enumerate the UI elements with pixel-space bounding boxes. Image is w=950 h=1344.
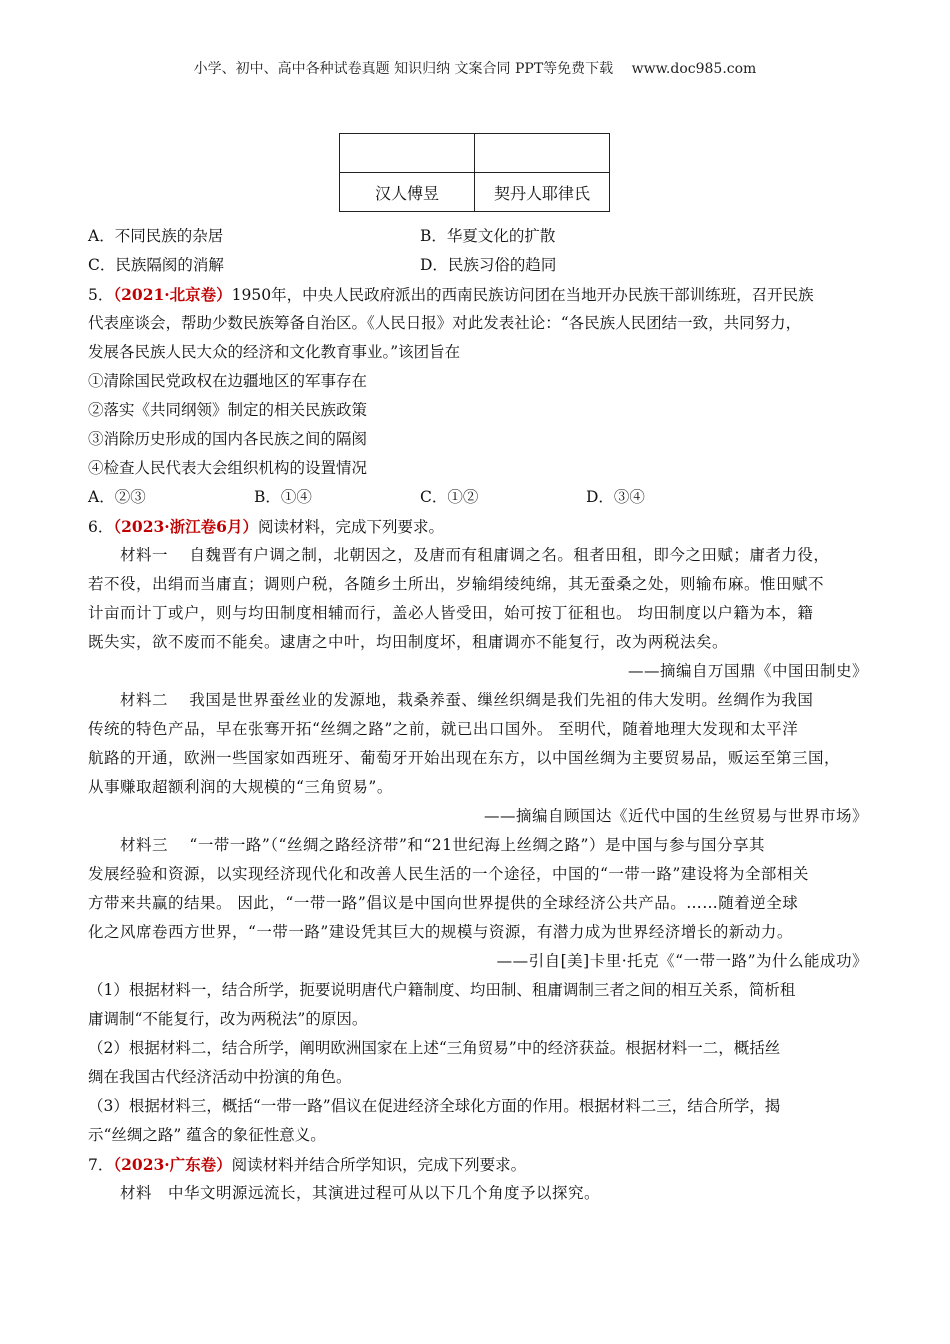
q5-stem-line-2: 代表座谈会，帮助少数民族筹备自治区。《人民日报》对此发表社论：“各民族人民团结一致，共同努力，	[88, 314, 802, 332]
material-line: 材料三 “一带一路”（“丝绸之路经济带”和“21世纪海上丝绸之路”）是中国与参与国分享其	[120, 836, 765, 854]
table-cell: 汉人傅昱	[340, 173, 475, 212]
material-line: 化之风席卷西方世界，“一带一路”建设凭其巨大的规模与资源，有潜力成为世界经济增长的新动力。	[88, 923, 793, 941]
table-cell-empty	[475, 134, 610, 173]
question-number: 6．	[88, 518, 114, 536]
option-b: B．①④	[254, 488, 312, 506]
source-tag: （2021·北京卷）	[113, 285, 232, 304]
material-line: 从事赚取超额利润的大规模的“三角贸易”。	[88, 778, 393, 796]
q5-item-1: ①清除国民党政权在边疆地区的军事存在	[88, 372, 368, 390]
question-number: 7．	[88, 1156, 114, 1174]
q5-stem-line-3: 发展各民族人民大众的经济和文化教育事业。”该团旨在	[88, 343, 461, 361]
q6-intro: 阅读材料，完成下列要求。	[257, 518, 444, 536]
q7-intro: 阅读材料并结合所学知识，完成下列要求。	[231, 1156, 527, 1174]
material-line: 传统的特色产品，早在张骞开拓“丝绸之路”之前，就已出口国外。 至明代，随着地理大发现和太平洋	[88, 720, 799, 738]
sub-question: （2）根据材料二，结合所学，阐明欧洲国家在上述“三角贸易”中的经济获益。根据材料一二，概括丝	[88, 1039, 781, 1057]
q5-item-2: ②落实《共同纲领》制定的相关民族政策	[88, 401, 368, 419]
q7-stem	[88, 1150, 868, 1179]
material-line: 材料二 我国是世界蚕丝业的发源地，栽桑养蚕、缫丝织绸是我们先祖的伟大发明。丝绸作为我国	[120, 691, 814, 709]
sub-question: （3）根据材料三，概括“一带一路”倡议在促进经济全球化方面的作用。根据材料二三，结合所学，揭	[88, 1097, 781, 1115]
question-body	[88, 222, 868, 1208]
sub-question: 示“丝绸之路” 蕴含的象征性意义。	[88, 1126, 326, 1144]
option-c: C．①②	[420, 488, 479, 506]
source-tag: （2023·浙江卷6月）	[113, 517, 258, 536]
material-source: ——摘编自万国鼎《中国田制史》	[627, 662, 868, 680]
material-line: 方带来共赢的结果。 因此，“一带一路”倡议是中国向世界提供的全球经济公共产品。……随着逆全球	[88, 894, 799, 912]
material-source: ——引自[美]卡里·托克《“一带一路”为什么能成功》	[496, 952, 868, 970]
option-a: A．不同民族的杂居	[88, 227, 224, 245]
option-d: D．民族习俗的趋同	[420, 256, 557, 274]
sub-question: 庸调制“不能复行，改为两税法”的原因。	[88, 1010, 368, 1028]
sub-question: 绸在我国古代经济活动中扮演的角色。	[88, 1068, 352, 1086]
sub-question: （1）根据材料一，结合所学，扼要说明唐代户籍制度、均田制、租庸调制三者之间的相互关系，简析租	[88, 981, 796, 999]
option-d: D．③④	[586, 488, 645, 506]
material-line: 计亩而计丁或户，则与均田制度相辅而行，盖必人皆受田，始可按丁征租也。 均田制度以户籍为本，籍	[88, 604, 814, 622]
material-line: 发展经验和资源，以实现经济现代化和改善人民生活的一个途径，中国的“一带一路”建设将为全部相关	[88, 865, 809, 883]
option-b: B．华夏文化的扩散	[420, 227, 556, 245]
image-table	[339, 133, 610, 212]
q5-item-3: ③消除历史形成的国内各民族之间的隔阂	[88, 430, 368, 448]
material-line: 材料 中华文明源远流长，其演进过程可从以下几个角度予以探究。	[120, 1184, 601, 1202]
option-a: A．②③	[88, 488, 146, 506]
material-line: 既失实，欲不废而不能矣。逮唐之中叶，均田制度坏，租庸调亦不能复行，改为两税法矣。	[88, 633, 729, 651]
source-tag: （2023·广东卷）	[113, 1155, 232, 1174]
material-line: 航路的开通，欧洲一些国家如西班牙、葡萄牙开始出现在东方，以中国丝绸为主要贸易品，贩运至第三国，	[88, 749, 841, 767]
table-cell-empty	[340, 134, 475, 173]
page-header: 小学、初中、高中各种试卷真题 知识归纳 文案合同 PPT等免费下载 www.doc985.com	[193, 61, 757, 77]
q5-item-4: ④检查人民代表大会组织机构的设置情况	[88, 459, 368, 477]
q6-stem	[88, 512, 868, 541]
material-line: 材料一 自魏晋有户调之制，北朝因之，及唐而有租庸调之名。租者田租，即今之田赋；庸者力役，	[120, 546, 830, 564]
q5-stem-line-1	[88, 280, 868, 309]
table-cell: 契丹人耶律氏	[475, 173, 610, 212]
option-c: C．民族隔阂的消解	[88, 256, 224, 274]
question-number: 5．	[88, 286, 114, 304]
q5-text: 1950年，中央人民政府派出的西南民族访问团在当地开办民族干部训练班，召开民族	[231, 286, 814, 304]
material-source: ——摘编自顾国达《近代中国的生丝贸易与世界市场》	[483, 807, 868, 825]
material-line: 若不役，出绢而当庸直；调则户税，各随乡土所出，岁输绢绫纯绵，其无蚕桑之处，则输布麻。惟田赋不	[88, 575, 825, 593]
